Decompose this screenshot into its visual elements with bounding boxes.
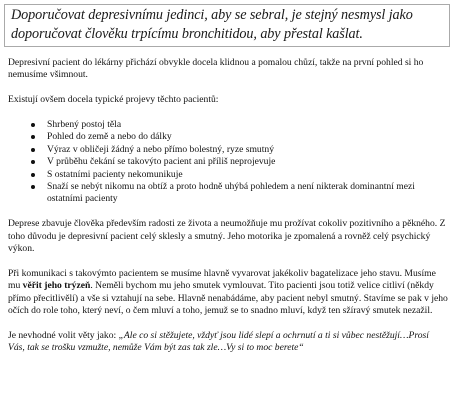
paragraph-gap [8, 82, 448, 94]
paragraph-communication [8, 268, 448, 318]
bullet-icon [31, 135, 35, 139]
paragraph-description: Deprese zbavuje člověka především radosti ze života a neumožňuje mu prožívat cokoliv pozitivního a pěkného. Z toho důvodu je depresivní pacient celý sklesly a smutný. Jeho motorika je zpomalená a rovněž celý psychický výkon. [8, 218, 446, 255]
paragraph-gap [8, 107, 448, 119]
unsuitable-lead: Je nevhodné volit věty jako: [8, 329, 119, 341]
paragraph-unsuitable [8, 330, 448, 355]
paragraph-symptoms-lead: Existují ovšem docela typické projevy těchto pacientů: [8, 94, 219, 106]
bullet-icon [31, 185, 35, 189]
list-item-text: Výraz v obličeji žádný a nebo přímo bolestný, ryze smutný [47, 143, 274, 155]
list-item [8, 156, 448, 168]
communication-text-start: Při komunikaci s takovýmto pacientem se musíme hlavně vyvarovat jakékoliv bagatelizace jeho stavu. Musíme mu [8, 267, 436, 292]
list-item [8, 131, 448, 143]
paragraph-gap [8, 206, 448, 218]
communication-emphasis: věřit jeho trýzeň [22, 280, 91, 292]
list-item [8, 144, 448, 156]
list-item-text: Pohled do země a nebo do dálky [47, 131, 172, 143]
paragraph-gap [8, 317, 448, 329]
communication-text-end: . Neměli bychom mu jeho smutek vymlouvat. Tito pacienti jsou totiž velice citliví (někdy přímo přecitlivělí) a vše si vztahují na sebe. Hlavně nenabádáme, aby pacient nebyl smutný. Stavíme se pak v jeho očích do role toho, který neví, o čem mluví a toho, jemuž se to snadno mluví, když ten sžíravý smutek nezažil. [8, 280, 448, 317]
bullet-icon [31, 160, 35, 164]
paragraph-intro: Depresivní pacient do lékárny přichází obvykle docela klidnou a pomalou chůzí, takže na první pohled si ho nemusíme všimnout. [8, 57, 424, 81]
list-item [8, 119, 448, 131]
bullet-icon [31, 123, 35, 127]
list-item-text: V průběhu čekání se takovýto pacient ani příliš neprojevuje [47, 156, 276, 168]
document-body [8, 57, 448, 355]
list-item-text: Snaží se nebýt nikomu na obtíž a proto hodně uhýbá pohledem a není nikterak dominantní mezi ostatními pacienty [47, 181, 415, 205]
quote-text: Doporučovat depresivnímu jedinci, aby se sebral, je stejný nesmysl jako doporučovat člověku trpícímu bronchitidou, aby přestal kašlat. [11, 7, 413, 42]
bullet-icon [31, 173, 35, 177]
list-item [8, 181, 448, 206]
list-item-text: S ostatními pacienty nekomunikuje [47, 168, 183, 180]
list-item [8, 169, 448, 181]
bullet-icon [31, 148, 35, 152]
paragraph-gap [8, 255, 448, 267]
list-item-text: Shrbený postoj těla [47, 119, 122, 130]
symptoms-list [8, 119, 448, 206]
unsuitable-examples: „Ale co si stěžujete, vždyť jsou lidé slepí a ochrnutí a ti si vůbec nestěžují…Prosí Vás, tak se trošku vzmužte, nemůže Vám být zas tak zle…Vy si to moc berete“ [8, 329, 429, 354]
quote-box [4, 4, 450, 47]
